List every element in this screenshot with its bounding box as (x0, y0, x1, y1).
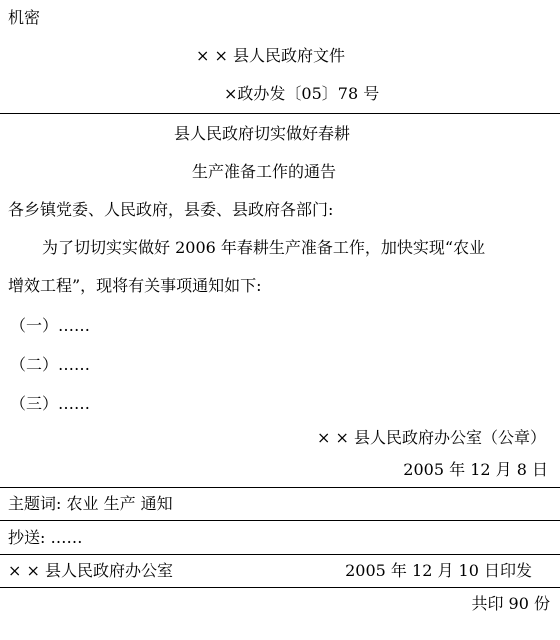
addressee-line: 各乡镇党委、人民政府，县委、县政府各部门: (8, 200, 334, 219)
document-number: ×政办发〔05〕78 号 (224, 84, 380, 103)
body-paragraph-line1: 为了切切实实做好 2006 年春耕生产准备工作，加快实现“农业 (42, 238, 486, 257)
header-divider (0, 113, 560, 114)
document-title-line1: 县人民政府切实做好春耕 (174, 124, 351, 143)
signature-organization: × × 县人民政府办公室（公章） (317, 428, 546, 447)
keywords-top-divider (0, 487, 560, 488)
signature-date: 2005 年 12 月 8 日 (403, 460, 548, 479)
list-item-3: （三）…… (10, 394, 91, 413)
cc-top-divider (0, 520, 560, 521)
copy-count: 共印 90 份 (471, 594, 550, 613)
subject-keywords: 主题词: 农业 生产 通知 (8, 494, 173, 513)
document-title-line2: 生产准备工作的通告 (192, 162, 337, 181)
body-paragraph-line2: 增效工程”，现将有关事项通知如下: (8, 276, 262, 295)
issuing-bottom-divider (0, 587, 560, 588)
list-item-2: （二）…… (10, 355, 91, 374)
issuing-top-divider (0, 554, 560, 555)
cc-line: 抄送: …… (8, 528, 83, 547)
list-item-1: （一）…… (10, 316, 91, 335)
print-date: 2005 年 12 月 10 日印发 (345, 561, 532, 580)
issuer-title: × × 县人民政府文件 (196, 46, 345, 65)
issuing-office: × × 县人民政府办公室 (8, 561, 173, 580)
classification-mark: 机密 (8, 8, 41, 27)
